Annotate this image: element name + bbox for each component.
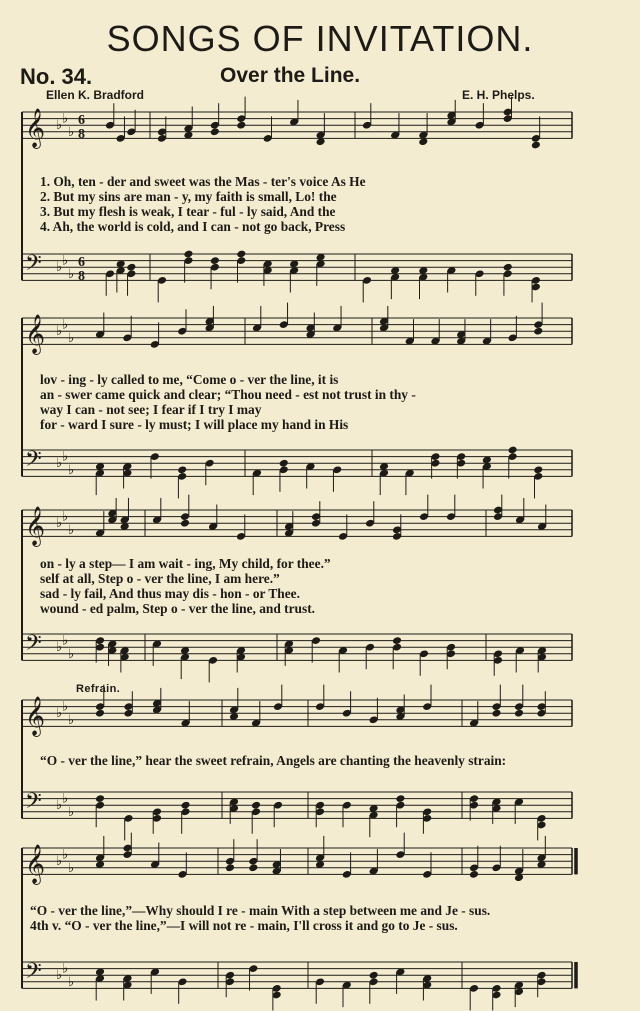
treble-clef-icon: 𝄞 [25,108,46,148]
note-head [95,709,105,718]
note-head [183,250,193,259]
flat-icon: ♭ [56,260,63,276]
note-head [210,127,220,136]
flat-icon: ♭ [56,456,63,472]
hymn-title: Over the Line. [220,64,361,87]
note-head [236,121,246,130]
bass-clef-icon: 𝄢 [25,789,42,819]
lyric-line: 2. But my sins are man - y, my faith is small, Lo! the [40,189,337,204]
lyric-line: on - ly a step— I am wait - ing, My child, for thee.” [40,556,331,571]
note-head [279,459,289,468]
flat-icon: ♭ [62,449,69,465]
words-credit: Ellen K. Bradford [46,88,145,102]
flat-icon: ♭ [68,522,75,538]
lyric-line: way I can - not see; I fear if I try I may [40,402,262,417]
flat-icon: ♭ [68,462,75,478]
lyric-line: “O - ver the line,” hear the sweet refrain, Angels are chanting the heavenly strain: [40,753,507,768]
lyric-line: lov - ing - ly called to me, “Come o - ver the line, it is [40,372,339,387]
time-signature-bottom: 8 [78,269,85,284]
lyric-line: 3. But my flesh is weak, I tear - ful - ly said, And the [40,204,336,219]
lyric-line: “O - ver the line,”—Why should I re - main With a step between me and Je - sus. [30,903,491,918]
flat-icon: ♭ [56,706,63,722]
section-title: SONGS OF INVITATION. [106,18,534,59]
flat-icon: ♭ [68,124,75,140]
flat-icon: ♭ [62,509,69,525]
bass-clef-icon: 𝄢 [25,447,42,477]
flat-icon: ♭ [62,633,69,649]
bass-clef-icon: 𝄢 [25,631,42,661]
lyric-line: 1. Oh, ten - der and sweet was the Mas - ter's voice As He [40,174,366,189]
flat-icon: ♭ [62,961,69,977]
lyric-line: sad - ly fail, And thus may dis - hon - or Thee. [40,586,300,601]
treble-clef-icon: 𝄞 [25,844,46,884]
note-head [508,446,518,455]
flat-icon: ♭ [62,317,69,333]
note-head [177,465,187,474]
note-head [210,256,220,265]
lyric-line: 4th v. “O - ver the line,”—I will not re - main, I'll cross it and go to Je - sus. [30,918,458,933]
flat-icon: ♭ [62,847,69,863]
note-head [514,709,524,718]
flat-icon: ♭ [68,974,75,990]
bass-clef-icon: 𝄢 [25,251,42,281]
music-credit: E. H. Phelps. [462,88,535,102]
lyric-line: wound - ed palm, Step o - ver the line, and trust. [40,601,316,616]
note-head [369,971,379,980]
flat-icon: ♭ [56,324,63,340]
flat-icon: ♭ [56,798,63,814]
note-head [180,801,190,810]
note-head [180,519,190,528]
note-head [503,263,513,272]
flat-icon: ♭ [56,968,63,984]
lyric-line: for - ward I sure - ly must; I will place my hand in His [40,417,349,432]
note-head [251,801,261,810]
flat-icon: ♭ [68,330,75,346]
flat-icon: ♭ [68,712,75,728]
note-head [491,709,501,718]
note-head [395,794,405,803]
note-head [126,263,136,272]
note-head [225,863,235,872]
flat-icon: ♭ [68,646,75,662]
lyric-line: self at all, Step o - ver the line, I am here.” [40,571,280,586]
note-head [533,327,543,336]
hymn-number: No. 34. [20,64,93,89]
flat-icon: ♭ [56,118,63,134]
flat-icon: ♭ [62,253,69,269]
time-signature-top: 6 [78,113,85,128]
time-signature-bottom: 8 [78,127,85,142]
note-head [469,870,479,879]
bass-clef-icon: 𝄢 [25,959,42,989]
flat-icon: ♭ [68,804,75,820]
flat-icon: ♭ [62,699,69,715]
flat-icon: ♭ [68,860,75,876]
flat-icon: ♭ [62,791,69,807]
lyric-line: an - swer came quick and clear; “Thou need - est not trust in thy - [40,387,416,402]
lyric-line: 4. Ah, the world is cold, and I can - not go back, Press [40,219,346,234]
flat-icon: ♭ [56,640,63,656]
flat-icon: ♭ [68,266,75,282]
note-head [248,863,258,872]
time-signature-top: 6 [78,255,85,270]
flat-icon: ♭ [62,111,69,127]
flat-icon: ♭ [56,854,63,870]
treble-clef-icon: 𝄞 [25,506,46,546]
note-head [236,250,246,259]
note-head [533,465,543,474]
treble-clef-icon: 𝄞 [25,696,46,736]
note-head [531,141,541,150]
refrain-label: Refrain. [76,683,121,695]
note-head [392,636,402,645]
note-head [95,794,105,803]
flat-icon: ♭ [56,516,63,532]
treble-clef-icon: 𝄞 [25,314,46,354]
